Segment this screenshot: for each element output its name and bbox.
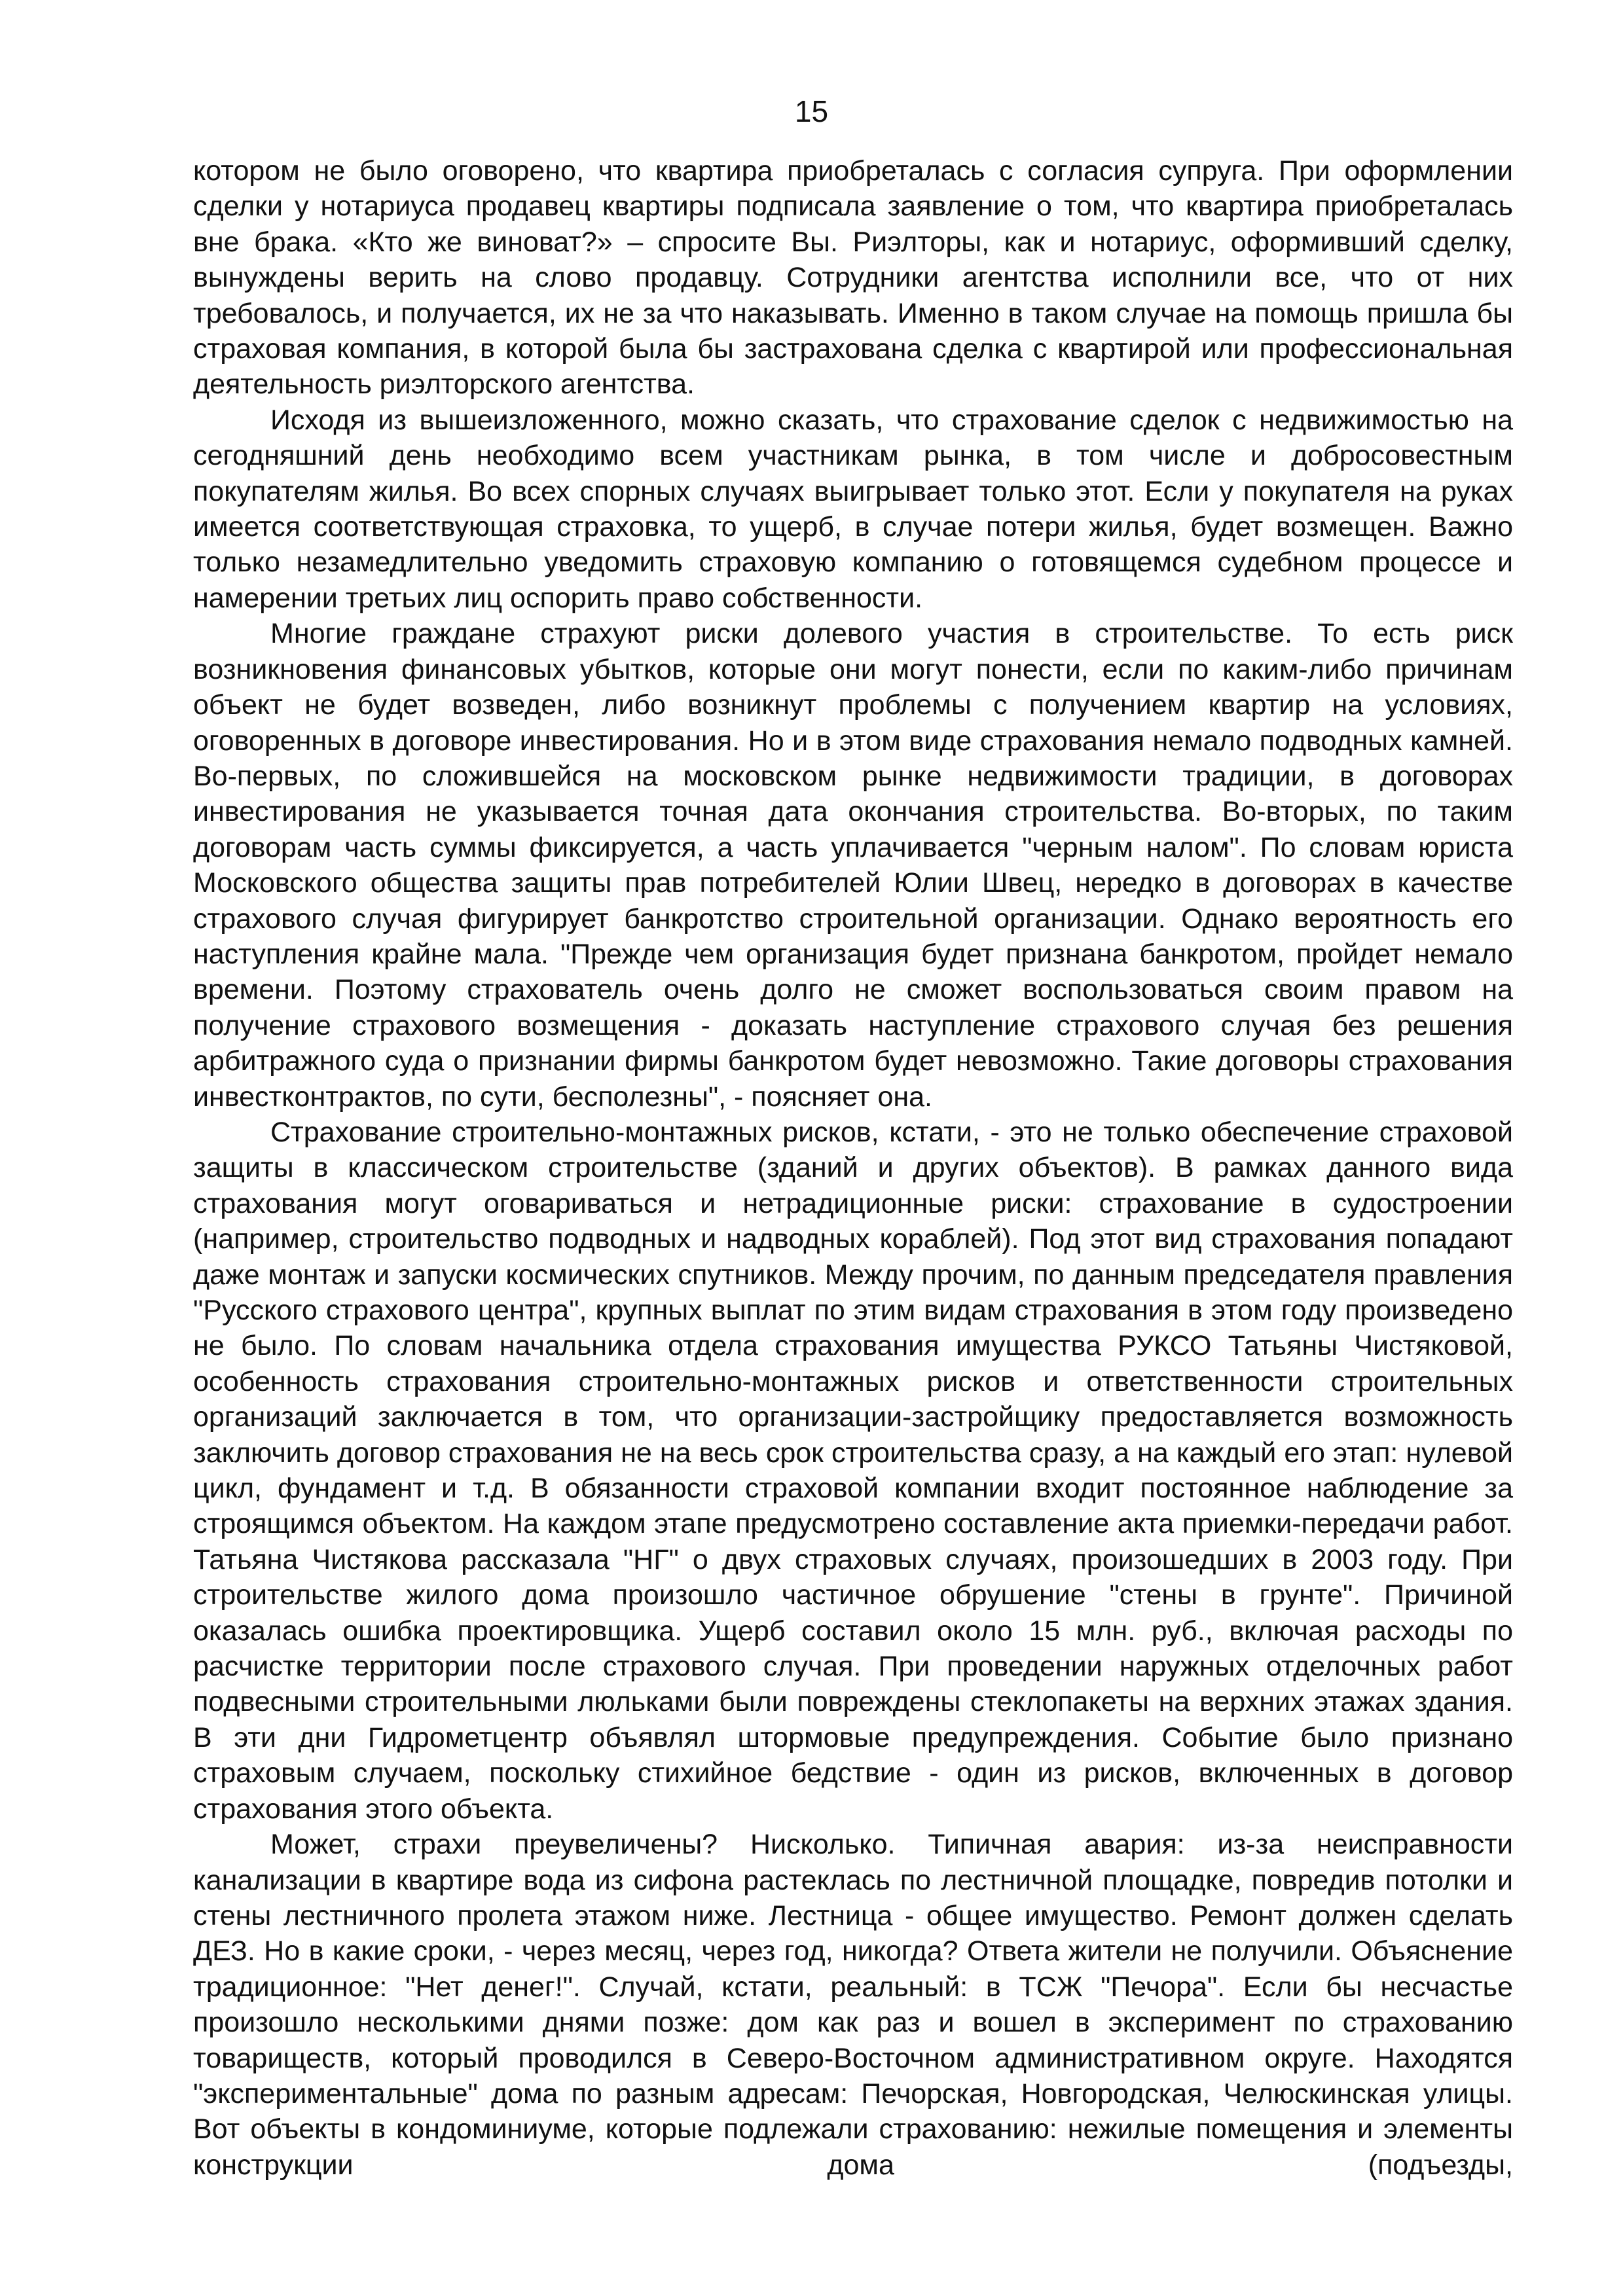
document-body <box>193 153 1513 2183</box>
page-number: 15 <box>794 94 829 128</box>
paragraph-4: Страхование строительно-монтажных рисков, кстати, - это не только обеспечение страховой защиты в классическом строительстве (зданий и других объектов). В рамках данного вида страхования могут оговариваться и нетрадиционные риски: страхование в судостроении (например, строительство подводных и надводных кораблей). Под этот вид страхования попадают даже монтаж и запуски космических спутников. Между прочим, по данным председателя правления "Русского страхового центра", крупных выплат по этим видам страхования в этом году произведено не было. По словам начальника отдела страхования имущества РУКСО Татьяны Чистяковой, особенность страхования строительно-монтажных рисков и ответственности строительных организаций заключается в том, что организации-застройщику предоставляется возможность заключить договор страхования не на весь срок строительства сразу, а на каждый его этап: нулевой цикл, фундамент и т.д. В обязанности страховой компании входит постоянное наблюдение за строящимся объектом. На каждом этапе предусмотрено составление акта приемки-передачи работ. Татьяна Чистякова рассказала "НГ" о двух страховых случаях, произошедших в 2003 году. При строительстве жилого дома произошло частичное обрушение "стены в грунте". Причиной оказалась ошибка проектировщика. Ущерб составил около 15 млн. руб., включая расходы по расчистке территории после страхового случая. При проведении наружных отделочных работ подвесными строительными люльками были повреждены стеклопакеты на верхних этажах здания. В эти дни Гидрометцентр объявлял штормовые предупреждения. Событие было признано страховым случаем, поскольку стихийное бедствие - один из рисков, включенных в договор страхования этого объекта. <box>193 1116 1513 1825</box>
paragraph-5: Может, страхи преувеличены? Нисколько. Типичная авария: из-за неисправности канализации в квартире вода из сифона растеклась по лестничной площадке, повредив потолки и стены лестничного пролета этажом ниже. Лестница - общее имущество. Ремонт должен сделать ДЕЗ. Но в какие сроки, - через месяц, через год, никогда? Ответа жители не получили. Объяснение традиционное: "Нет денег!". Случай, кстати, реальный: в ТСЖ "Печора". Если бы несчастье произошло несколькими днями позже: дом как раз и вошел в эксперимент по страхованию товариществ, который проводился в Северо-Восточном административном округе. Находятся "экспериментальные" дома по разным адресам: Печорская, Новгородская, Челюскинская улицы. Вот объекты в кондоминиуме, которые подлежали страхованию: нежилые помещения и элементы конструкции дома (подъезды, <box>193 1829 1513 2181</box>
paragraph-1: котором не было оговорено, что квартира приобреталась с согласия супруга. При оформлении сделки у нотариуса продавец квартиры подписала заявление о том, что квартира приобреталась вне брака. «Кто же виноват?» – спросите Вы. Риэлторы, как и нотариус, оформивший сделку, вынуждены верить на слово продавцу. Сотрудники агентства исполнили все, что от них требовалось, и получается, их не за что наказывать. Именно в таком случае на помощь пришла бы страховая компания, в которой была бы застрахована сделка с квартирой или профессиональная деятельность риэлторского агентства. <box>193 155 1513 401</box>
paragraph-2: Исходя из вышеизложенного, можно сказать, что страхование сделок с недвижимостью на сегодняшний день необходимо всем участникам рынка, в том числе и добросовестным покупателям жилья. Во всех спорных случаях выигрывает только этот. Если у покупателя на руках имеется соответствующая страховка, то ущерб, в случае потери жилья, будет возмещен. Важно только незамедлительно уведомить страховую компанию о готовящемся судебном процессе и намерении третьих лиц оспорить право собственности. <box>193 404 1513 614</box>
paragraph-3: Многие граждане страхуют риски долевого участия в строительстве. То есть риск возникновения финансовых убытков, которые они могут понести, если по каким-либо причинам объект не будет возведен, либо возникнут проблемы с получением квартир на условиях, оговоренных в договоре инвестирования. Но и в этом виде страхования немало подводных камней. Во-первых, по сложившейся на московском рынке недвижимости традиции, в договорах инвестирования не указывается точная дата окончания строительства. Во-вторых, по таким договорам часть суммы фиксируется, а часть уплачивается "черным налом". По словам юриста Московского общества защиты прав потребителей Юлии Швец, нередко в договорах в качестве страхового случая фигурирует банкротство строительной организации. Однако вероятность его наступления крайне мала. "Прежде чем организация будет признана банкротом, пройдет немало времени. Поэтому страхователь очень долго не сможет воспользоваться своим правом на получение страхового возмещения - доказать наступление страхового случая без решения арбитражного суда о признании фирмы банкротом будет невозможно. Такие договоры страхования инвестконтрактов, по сути, бесполезны", - поясняет она. <box>193 618 1513 1113</box>
